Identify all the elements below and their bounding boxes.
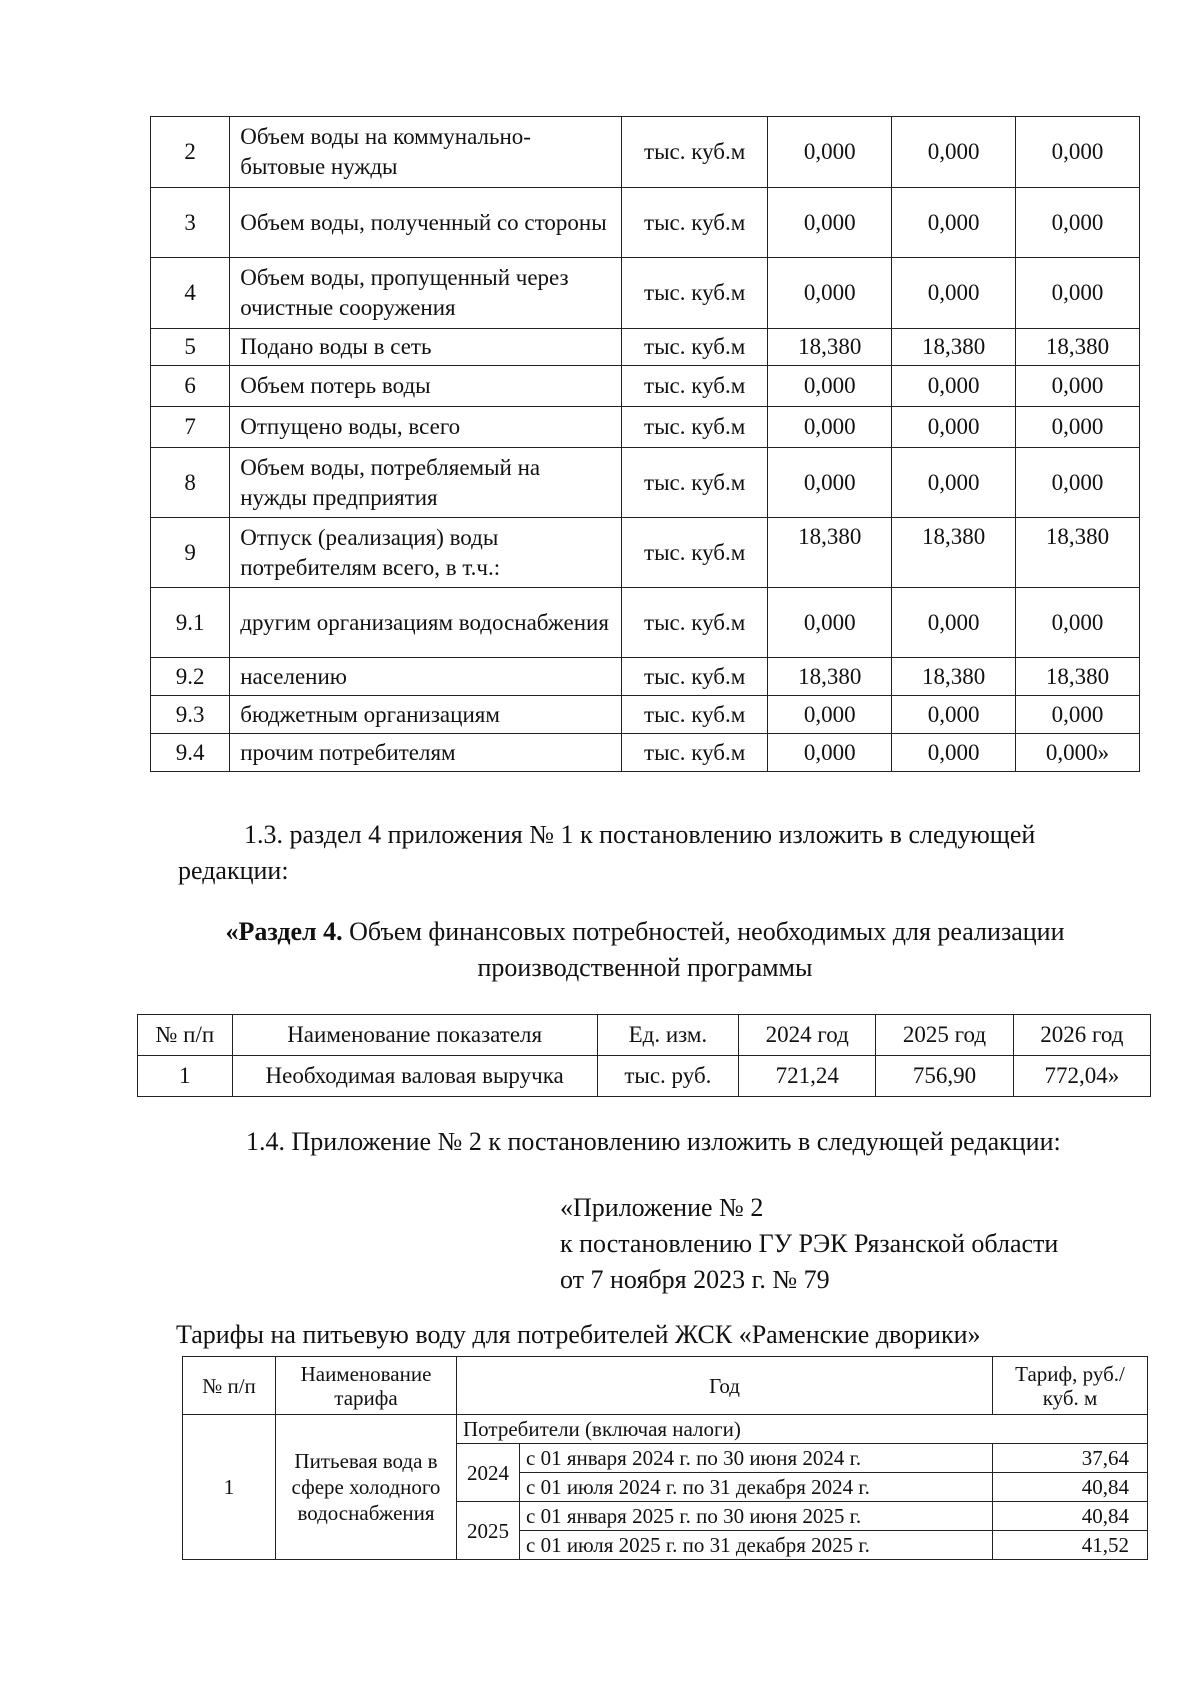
- section-4-text: Объем финансовых потребностей, необходимых для реализации: [342, 917, 1065, 946]
- row-number: 6: [151, 366, 230, 407]
- row-value-2: 0,000: [892, 696, 1016, 734]
- row-number: 9: [151, 518, 230, 588]
- year-2025: 2025: [457, 1502, 520, 1560]
- row-value-3: 0,000: [1016, 117, 1140, 188]
- appendix-line-2: к постановлению ГУ РЭК Рязанской области: [560, 1229, 1059, 1258]
- row-name: Объем воды на коммунально-бытовые нужды: [230, 117, 622, 188]
- section-4-heading: [150, 914, 1140, 986]
- col-header-name: Наименование показателя: [232, 1015, 597, 1056]
- row-value-1: 18,380: [768, 658, 892, 696]
- table-row: [151, 588, 1140, 658]
- table-row: [151, 696, 1140, 734]
- paragraph-1-3: 1.3. раздел 4 приложения № 1 к постановлению изложить в следующей редакции:: [178, 820, 1036, 885]
- row-unit: тыс. куб.м: [622, 366, 768, 407]
- tariff-value: 37,64: [993, 1444, 1148, 1473]
- row-value-3: 0,000: [1016, 448, 1140, 518]
- row-unit: тыс. куб.м: [622, 734, 768, 772]
- table-row: [138, 1056, 1151, 1097]
- row-unit: тыс. куб.м: [622, 188, 768, 258]
- row-number: 5: [151, 329, 230, 366]
- col-header-year: Год: [457, 1357, 993, 1415]
- tariff-title: Тарифы на питьевую воду для потребителей ЖСК «Раменские дворики»: [176, 1320, 981, 1349]
- row-value-2: 18,380: [892, 329, 1016, 366]
- row-number: 2: [151, 117, 230, 188]
- period: с 01 января 2024 г. по 30 июня 2024 г.: [520, 1444, 993, 1473]
- row-name: Подано воды в сеть: [230, 329, 622, 366]
- row-value-3: 0,000: [1016, 588, 1140, 658]
- row-number: 9.3: [151, 696, 230, 734]
- row-value-1: 0,000: [768, 407, 892, 448]
- cell-unit: тыс. руб.: [597, 1056, 738, 1097]
- row-value-2: 18,380: [892, 658, 1016, 696]
- row-unit: тыс. куб.м: [622, 696, 768, 734]
- row-name: другим организациям водоснабжения: [230, 588, 622, 658]
- row-name: Объем воды, полученный со стороны: [230, 188, 622, 258]
- table-header-row: [138, 1015, 1151, 1056]
- row-number: 7: [151, 407, 230, 448]
- row-value-2: 18,380: [892, 518, 1016, 588]
- row-value-3: 0,000: [1016, 407, 1140, 448]
- row-value-1: 18,380: [768, 329, 892, 366]
- paragraph-1-4: 1.4. Приложение № 2 к постановлению изложить в следующей редакции:: [246, 1127, 1061, 1156]
- table-row: [151, 518, 1140, 588]
- table-row: [151, 734, 1140, 772]
- tariff-value: 40,84: [993, 1473, 1148, 1502]
- table-row: [151, 329, 1140, 366]
- tariff-value: 40,84: [993, 1502, 1148, 1531]
- tariff-value: 41,52: [993, 1531, 1148, 1560]
- row-value-3: 18,380: [1016, 518, 1140, 588]
- row-value-3: 18,380: [1016, 658, 1140, 696]
- row-unit: тыс. куб.м: [622, 518, 768, 588]
- table-row: [151, 117, 1140, 188]
- row-value-2: 0,000: [892, 448, 1016, 518]
- row-value-1: 0,000: [768, 696, 892, 734]
- section-4-line-1: [150, 914, 1140, 950]
- cell-no: 1: [138, 1056, 233, 1097]
- table-row: [151, 366, 1140, 407]
- row-value-1: 18,380: [768, 518, 892, 588]
- period: с 01 июля 2024 г. по 31 декабря 2024 г.: [520, 1473, 993, 1502]
- section-4-bold: «Раздел 4.: [225, 917, 343, 946]
- row-number: 3: [151, 188, 230, 258]
- row-value-2: 0,000: [892, 258, 1016, 329]
- cell-2025: 756,90: [876, 1056, 1013, 1097]
- row-value-2: 0,000: [892, 366, 1016, 407]
- row-name: Отпущено воды, всего: [230, 407, 622, 448]
- row-value-3: 0,000: [1016, 258, 1140, 329]
- row-number: 4: [151, 258, 230, 329]
- table-row: [151, 658, 1140, 696]
- col-header-name: Наименование тарифа: [276, 1357, 457, 1415]
- period: с 01 июля 2025 г. по 31 декабря 2025 г.: [520, 1531, 993, 1560]
- appendix-header: [560, 1190, 1160, 1298]
- row-value-2: 0,000: [892, 188, 1016, 258]
- col-header-unit: Ед. изм.: [597, 1015, 738, 1056]
- row-number: 9.4: [151, 734, 230, 772]
- row-value-2: 0,000: [892, 588, 1016, 658]
- table-row: [151, 258, 1140, 329]
- table-header-row: [183, 1357, 1148, 1415]
- year-2024: 2024: [457, 1444, 520, 1502]
- row-value-2: 0,000: [892, 407, 1016, 448]
- table-row: [151, 407, 1140, 448]
- table-row: [183, 1415, 1148, 1444]
- row-unit: тыс. куб.м: [622, 117, 768, 188]
- row-unit: тыс. куб.м: [622, 407, 768, 448]
- cell-2024: 721,24: [739, 1056, 876, 1097]
- row-value-1: 0,000: [768, 258, 892, 329]
- cell-name: Необходимая валовая выручка: [232, 1056, 597, 1097]
- row-value-1: 0,000: [768, 734, 892, 772]
- col-header-2025: 2025 год: [876, 1015, 1013, 1056]
- row-value-3: 0,000»: [1016, 734, 1140, 772]
- appendix-line-3: от 7 ноября 2023 г. № 79: [560, 1265, 830, 1294]
- col-header-2024: 2024 год: [739, 1015, 876, 1056]
- financial-needs-table: [137, 1014, 1151, 1097]
- row-value-3: 0,000: [1016, 188, 1140, 258]
- row-number: 8: [151, 448, 230, 518]
- row-name: Объем потерь воды: [230, 366, 622, 407]
- col-header-no: № п/п: [183, 1357, 276, 1415]
- row-value-2: 0,000: [892, 734, 1016, 772]
- row-value-1: 0,000: [768, 588, 892, 658]
- row-unit: тыс. куб.м: [622, 658, 768, 696]
- consumers-label: Потребители (включая налоги): [457, 1415, 1148, 1444]
- row-name: Отпуск (реализация) воды потребителям всего, в т.ч.:: [230, 518, 622, 588]
- tariff-no: 1: [183, 1415, 276, 1560]
- row-name: прочим потребителям: [230, 734, 622, 772]
- row-unit: тыс. куб.м: [622, 329, 768, 366]
- col-header-tariff: Тариф, руб./куб. м: [993, 1357, 1148, 1415]
- row-number: 9.1: [151, 588, 230, 658]
- col-header-2026: 2026 год: [1013, 1015, 1150, 1056]
- period: с 01 января 2025 г. по 30 июня 2025 г.: [520, 1502, 993, 1531]
- row-name: бюджетным организациям: [230, 696, 622, 734]
- row-value-1: 0,000: [768, 117, 892, 188]
- row-name: населению: [230, 658, 622, 696]
- col-header-no: № п/п: [138, 1015, 233, 1056]
- row-value-1: 0,000: [768, 188, 892, 258]
- tariff-table: [182, 1356, 1148, 1560]
- row-number: 9.2: [151, 658, 230, 696]
- cell-2026: 772,04»: [1013, 1056, 1150, 1097]
- row-unit: тыс. куб.м: [622, 448, 768, 518]
- row-name: Объем воды, потребляемый на нужды предприятия: [230, 448, 622, 518]
- water-balance-table: [150, 116, 1140, 772]
- table-row: [151, 448, 1140, 518]
- appendix-line-1: «Приложение № 2: [560, 1193, 764, 1222]
- table-row: [151, 188, 1140, 258]
- tariff-name: Питьевая вода в сфере холодного водоснабжения: [276, 1415, 457, 1560]
- row-value-3: 18,380: [1016, 329, 1140, 366]
- row-value-1: 0,000: [768, 366, 892, 407]
- row-unit: тыс. куб.м: [622, 258, 768, 329]
- row-value-1: 0,000: [768, 448, 892, 518]
- row-value-3: 0,000: [1016, 696, 1140, 734]
- row-unit: тыс. куб.м: [622, 588, 768, 658]
- section-4-line-2: производственной программы: [477, 953, 813, 982]
- row-name: Объем воды, пропущенный через очистные сооружения: [230, 258, 622, 329]
- row-value-2: 0,000: [892, 117, 1016, 188]
- row-value-3: 0,000: [1016, 366, 1140, 407]
